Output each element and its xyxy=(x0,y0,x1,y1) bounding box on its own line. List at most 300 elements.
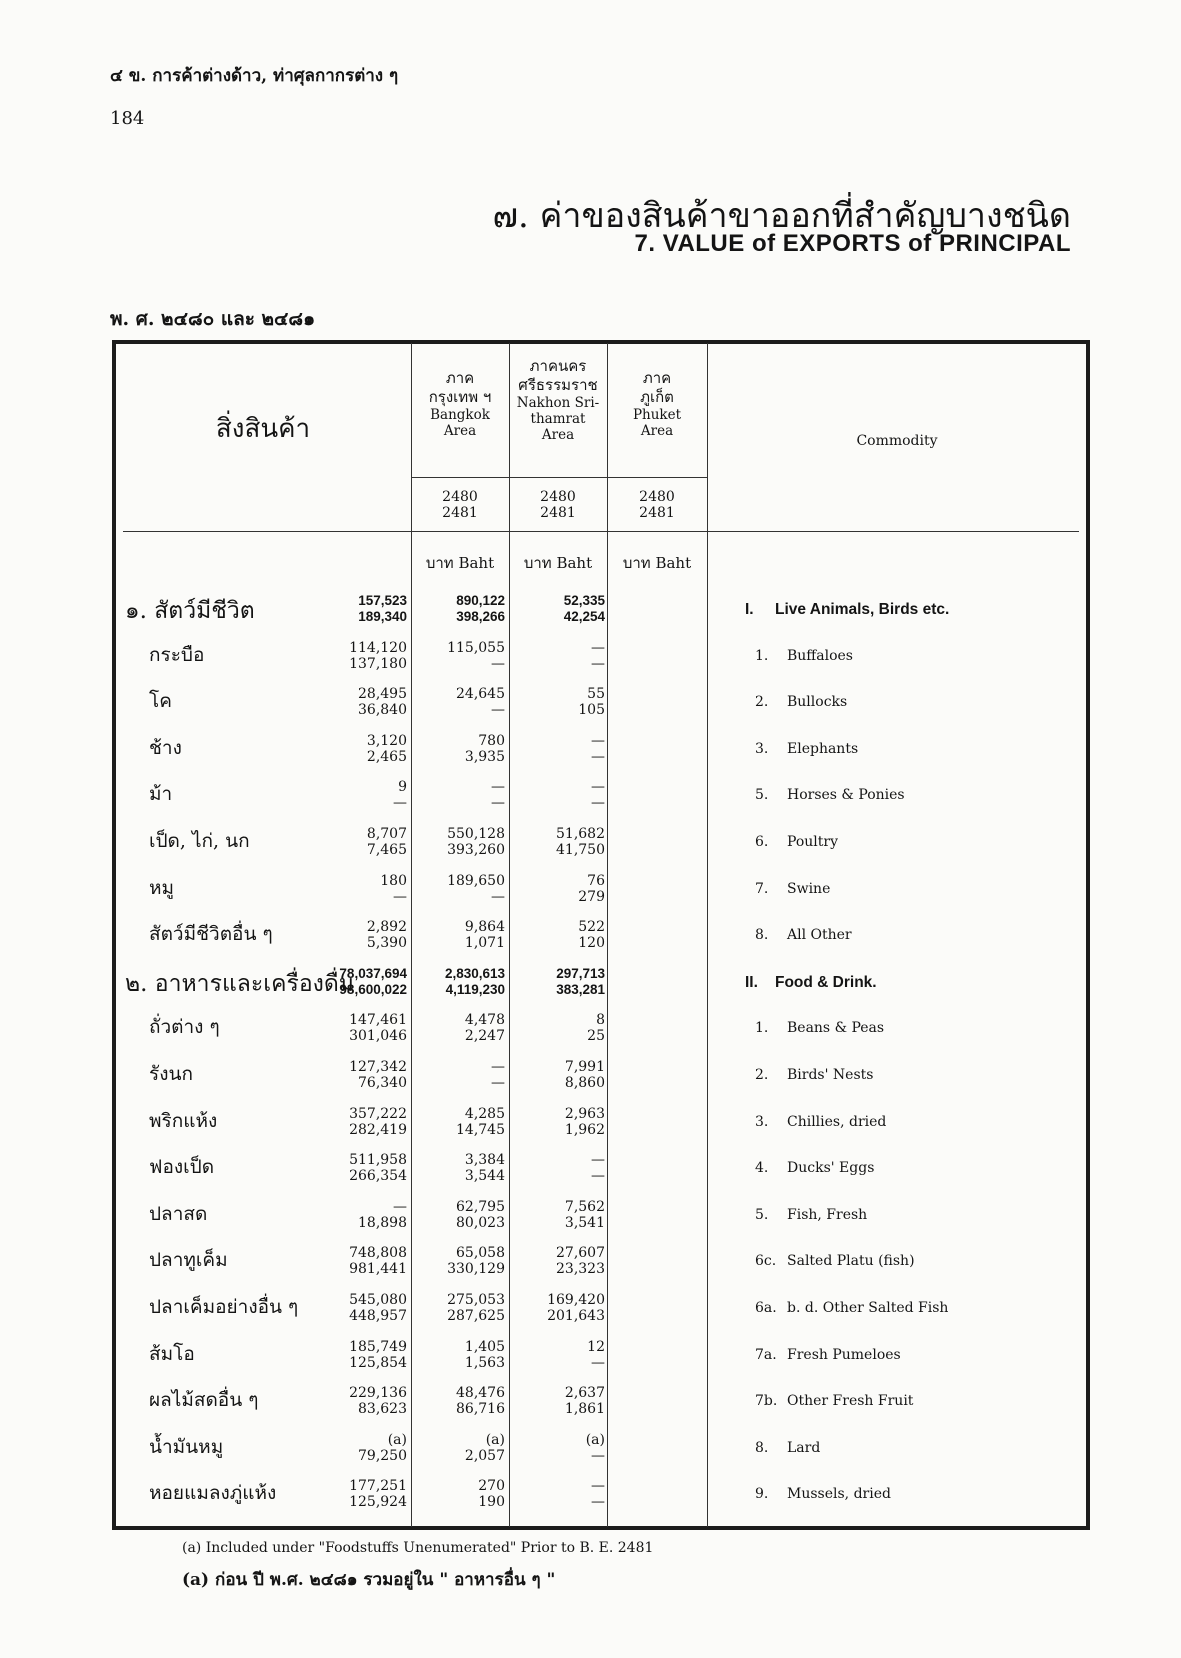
value-2480: 270 xyxy=(478,1478,505,1495)
commodity-english xyxy=(755,1300,948,1316)
value-nak xyxy=(415,640,505,672)
value-2480: 76 xyxy=(587,872,605,889)
value-nak xyxy=(415,1199,505,1231)
value-2480: 7,991 xyxy=(564,1058,605,1075)
value-phu xyxy=(515,686,605,718)
commodity-english xyxy=(745,601,949,619)
value-2480: — xyxy=(591,1152,605,1169)
page-number: 184 xyxy=(110,108,145,129)
commodity-english-label: Horses & Ponies xyxy=(787,787,905,804)
value-bkk xyxy=(317,1432,407,1464)
title-english: 7. VALUE of EXPORTS of PRINCIPAL xyxy=(634,230,1071,257)
value-2481: — xyxy=(591,1494,605,1511)
table-row xyxy=(115,1288,1093,1335)
commodity-number: 1. xyxy=(755,1020,769,1037)
commodity-english xyxy=(755,834,838,850)
value-2480: 55 xyxy=(587,686,605,703)
value-2481: — xyxy=(491,655,505,672)
commodity-english xyxy=(755,741,858,757)
value-phu xyxy=(515,826,605,858)
value-2481: 76,340 xyxy=(358,1074,407,1091)
value-bkk xyxy=(317,826,407,858)
header-area-english: Nakhon Sri-thamrat Area xyxy=(516,395,600,443)
table-row xyxy=(115,1055,1093,1102)
commodity-english xyxy=(755,1160,874,1176)
value-2480: 275,053 xyxy=(447,1291,505,1308)
value-nak xyxy=(415,919,505,951)
table-row xyxy=(115,869,1093,916)
commodity-thai: หมู xyxy=(149,876,175,899)
title-thai: ๗. ค่าของสินค้าขาออกที่สำคัญบางชนิด xyxy=(492,196,1071,236)
commodity-english xyxy=(755,927,852,943)
commodity-english xyxy=(755,787,905,803)
value-nak xyxy=(415,1339,505,1371)
value-2481: 393,260 xyxy=(447,841,505,858)
value-phu xyxy=(515,1245,605,1277)
value-2480: 4,285 xyxy=(464,1105,505,1122)
commodity-english xyxy=(755,1067,873,1083)
value-bkk xyxy=(317,1152,407,1184)
value-phu xyxy=(515,779,605,811)
commodity-number: 2. xyxy=(755,1066,769,1083)
commodity-english-label: Food & Drink. xyxy=(775,973,877,991)
commodity-english-label: Mussels, dried xyxy=(787,1486,891,1503)
commodity-thai: ช้าง xyxy=(149,736,182,759)
value-2480: 2,637 xyxy=(564,1385,605,1402)
value-bkk xyxy=(317,1385,407,1417)
category-row xyxy=(115,962,1093,1009)
value-bkk xyxy=(317,873,407,905)
commodity-number: II. xyxy=(745,973,758,991)
table-row xyxy=(115,1241,1093,1288)
value-2480: 27,607 xyxy=(556,1245,605,1262)
value-2480: 229,136 xyxy=(349,1385,407,1402)
value-2481: 1,071 xyxy=(464,935,505,952)
value-bkk xyxy=(317,1292,407,1324)
value-2481: 1,962 xyxy=(564,1121,605,1138)
value-2480: 8 xyxy=(596,1012,605,1029)
value-2481: 86,716 xyxy=(456,1401,505,1418)
value-2480: 185,749 xyxy=(349,1338,407,1355)
commodity-thai: พริกแห้ง xyxy=(149,1109,218,1132)
commodity-number: 9. xyxy=(755,1486,769,1503)
commodity-english-label: Poultry xyxy=(787,833,839,850)
commodity-english-label: Chillies, dried xyxy=(787,1113,887,1130)
commodity-number: 5. xyxy=(755,1206,769,1223)
commodity-thai: ส้มโอ xyxy=(149,1342,195,1365)
value-2480: 4,478 xyxy=(464,1012,505,1029)
commodity-thai: ๒. อาหารและเครื่องดื่ม xyxy=(125,970,354,997)
value-2480: (a) xyxy=(585,1431,605,1448)
commodity-number: 6c. xyxy=(755,1253,777,1270)
value-2481: 3,541 xyxy=(564,1214,605,1231)
commodity-number: 3. xyxy=(755,1113,769,1130)
header-area-thai2: ศรีธรรมราช xyxy=(518,376,598,394)
value-bkk xyxy=(317,1199,407,1231)
value-nak xyxy=(415,1432,505,1464)
table-row xyxy=(115,822,1093,869)
commodity-english-label: Fish, Fresh xyxy=(787,1206,868,1223)
year-2480: 2480 xyxy=(442,489,478,505)
header-years xyxy=(607,489,707,521)
value-nak xyxy=(415,966,505,998)
value-bkk xyxy=(317,686,407,718)
commodity-english-label: Other Fresh Fruit xyxy=(787,1393,914,1410)
value-2480: 157,523 xyxy=(358,593,407,608)
commodity-english xyxy=(755,1253,915,1269)
commodity-thai: หอยแมลงภู่แห้ง xyxy=(149,1482,277,1505)
value-2480: 52,335 xyxy=(563,593,605,608)
header-area-english: Phuket Area xyxy=(632,407,682,439)
commodity-thai: กระบือ xyxy=(149,643,205,666)
header-phuket-area xyxy=(607,369,707,439)
header-area-thai1: ภาค xyxy=(445,369,475,387)
value-2480: — xyxy=(591,639,605,656)
table-row xyxy=(115,682,1093,729)
value-2480: 115,055 xyxy=(447,639,505,656)
table-row xyxy=(115,1008,1093,1055)
value-2481: 120 xyxy=(578,935,605,952)
commodity-number: 4. xyxy=(755,1160,769,1177)
value-2481: — xyxy=(491,702,505,719)
value-2481: 287,625 xyxy=(447,1307,505,1324)
value-2480: — xyxy=(591,732,605,749)
year-2481: 2481 xyxy=(540,505,576,521)
commodity-english-label: Birds' Nests xyxy=(787,1066,874,1083)
value-nak xyxy=(415,1059,505,1091)
value-bkk xyxy=(317,966,407,998)
value-2481: 7,465 xyxy=(366,841,407,858)
commodity-english xyxy=(755,1440,820,1456)
value-2480: 65,058 xyxy=(456,1245,505,1262)
value-2480: 180 xyxy=(380,872,407,889)
value-2481: — xyxy=(491,795,505,812)
header-area-thai2: กรุงเทพ ฯ xyxy=(428,388,492,406)
value-2480: 28,495 xyxy=(358,686,407,703)
value-2481: 301,046 xyxy=(349,1028,407,1045)
header-bottom-rule xyxy=(123,531,1079,532)
value-2481: 4,119,230 xyxy=(445,981,505,997)
commodity-number: 2. xyxy=(755,694,769,711)
value-phu xyxy=(515,1432,605,1464)
value-2480: 297,713 xyxy=(556,965,605,981)
value-2481: — xyxy=(591,655,605,672)
value-2481: 448,957 xyxy=(349,1307,407,1324)
value-phu xyxy=(515,1059,605,1091)
commodity-number: I. xyxy=(745,601,754,618)
value-2480: 24,645 xyxy=(456,686,505,703)
commodity-english-label: Ducks' Eggs xyxy=(787,1160,875,1177)
header-area-thai1: ภาค xyxy=(642,369,672,387)
value-2480: 545,080 xyxy=(349,1291,407,1308)
commodity-english-label: Buffaloes xyxy=(787,647,853,664)
value-2480: — xyxy=(591,779,605,796)
header-years xyxy=(509,489,607,521)
value-2481: 2,057 xyxy=(464,1447,505,1464)
commodity-english-label: Fresh Pumeloes xyxy=(787,1346,901,1363)
value-2480: 748,808 xyxy=(349,1245,407,1262)
exports-table xyxy=(112,340,1090,1530)
header-years xyxy=(411,489,509,521)
value-2481: — xyxy=(491,888,505,905)
value-bkk xyxy=(317,593,407,625)
value-2481: 330,129 xyxy=(447,1261,505,1278)
value-2481: 2,465 xyxy=(366,748,407,765)
commodity-thai: น้ำมันหมู xyxy=(149,1435,224,1458)
value-2481: 105 xyxy=(578,702,605,719)
value-2481: 83,623 xyxy=(358,1401,407,1418)
value-2481: 98,600,022 xyxy=(339,981,407,997)
table-row xyxy=(115,729,1093,776)
value-2480: 7,562 xyxy=(564,1198,605,1215)
value-2480: — xyxy=(393,1198,407,1215)
value-2481: 80,023 xyxy=(456,1214,505,1231)
value-2481: 18,898 xyxy=(358,1214,407,1231)
table-row xyxy=(115,1102,1093,1149)
value-2481: 981,441 xyxy=(349,1261,407,1278)
value-bkk xyxy=(317,779,407,811)
footnote-thai: (a) ก่อน ปี พ.ศ. ๒๔๘๑ รวมอยู่ใน " อาหารอื่น ๆ " xyxy=(182,1570,556,1590)
value-2480: 189,650 xyxy=(447,872,505,889)
value-nak xyxy=(415,1478,505,1510)
value-bkk xyxy=(317,1339,407,1371)
commodity-number: 1. xyxy=(755,647,769,664)
value-2480: 147,461 xyxy=(349,1012,407,1029)
value-2480: 357,222 xyxy=(349,1105,407,1122)
commodity-english xyxy=(755,648,853,664)
commodity-thai: ถั่วต่าง ๆ xyxy=(149,1016,220,1039)
value-2481: 3,935 xyxy=(464,748,505,765)
value-nak xyxy=(415,1012,505,1044)
value-2481: 14,745 xyxy=(456,1121,505,1138)
value-2480: 8,707 xyxy=(366,825,407,842)
value-2481: — xyxy=(491,1074,505,1091)
header-commodity-english: Commodity xyxy=(856,433,938,449)
value-2481: 2,247 xyxy=(464,1028,505,1045)
value-2481: 125,854 xyxy=(349,1354,407,1371)
value-2481: 266,354 xyxy=(349,1168,407,1185)
value-2481: 41,750 xyxy=(556,841,605,858)
commodity-english xyxy=(755,694,847,710)
value-nak xyxy=(415,1385,505,1417)
value-bkk xyxy=(317,1012,407,1044)
commodity-thai: ๑. สัตว์มีชีวิต xyxy=(125,598,255,624)
running-header: ๔ ข. การค้าต่างด้าว, ท่าศุลกากรต่าง ๆ xyxy=(110,66,399,86)
value-2481: 398,266 xyxy=(456,609,505,624)
value-phu xyxy=(515,1106,605,1138)
value-phu xyxy=(515,1339,605,1371)
value-2481: 79,250 xyxy=(358,1447,407,1464)
value-2480: 780 xyxy=(478,732,505,749)
value-2480: (a) xyxy=(485,1431,505,1448)
year-2480: 2480 xyxy=(540,489,576,505)
commodity-thai: ผลไม้สดอื่น ๆ xyxy=(149,1389,259,1412)
table-row xyxy=(115,1428,1093,1475)
value-2481: 42,254 xyxy=(563,609,605,624)
value-phu xyxy=(515,1385,605,1417)
year-range: พ. ศ. ๒๔๘๐ และ ๒๔๘๑ xyxy=(110,308,316,330)
value-phu xyxy=(515,1152,605,1184)
value-2481: 1,563 xyxy=(464,1354,505,1371)
value-2481: 190 xyxy=(478,1494,505,1511)
commodity-thai: ปลาสด xyxy=(149,1202,208,1225)
commodity-number: 8. xyxy=(755,927,769,944)
value-2481: 282,419 xyxy=(349,1121,407,1138)
value-2481: — xyxy=(591,1168,605,1185)
commodity-number: 5. xyxy=(755,787,769,804)
commodity-english-label: Lard xyxy=(787,1439,821,1456)
value-2480: (a) xyxy=(387,1431,407,1448)
value-2480: 3,384 xyxy=(464,1152,505,1169)
value-2480: 2,830,613 xyxy=(444,965,505,981)
value-phu xyxy=(515,1199,605,1231)
value-2480: 890,122 xyxy=(456,593,505,608)
value-bkk xyxy=(317,1245,407,1277)
value-phu xyxy=(515,1478,605,1510)
value-2480: — xyxy=(591,1478,605,1495)
value-2480: 51,682 xyxy=(556,825,605,842)
value-2481: — xyxy=(591,1447,605,1464)
value-2480: 78,037,694 xyxy=(339,965,407,981)
value-2480: 48,476 xyxy=(456,1385,505,1402)
value-bkk xyxy=(317,1478,407,1510)
commodity-english xyxy=(755,1114,886,1130)
value-2480: 177,251 xyxy=(349,1478,407,1495)
table-body xyxy=(115,589,1093,1521)
value-2480: 2,963 xyxy=(564,1105,605,1122)
value-phu xyxy=(515,873,605,905)
commodity-thai: ม้า xyxy=(149,783,173,806)
value-2481: 201,643 xyxy=(547,1307,605,1324)
category-row xyxy=(115,589,1093,636)
value-2481: 125,924 xyxy=(349,1494,407,1511)
value-nak xyxy=(415,686,505,718)
header-area-english: Bangkok Area xyxy=(430,407,490,439)
value-2480: — xyxy=(491,779,505,796)
value-phu xyxy=(515,593,605,625)
value-bkk xyxy=(317,919,407,951)
value-2481: 3,544 xyxy=(464,1168,505,1185)
unit-label: บาท Baht xyxy=(425,554,495,572)
commodity-english-label: All Other xyxy=(787,927,852,944)
commodity-english-label: b. d. Other Salted Fish xyxy=(787,1299,949,1316)
value-2480: — xyxy=(491,1058,505,1075)
value-phu xyxy=(515,1012,605,1044)
commodity-number: 6a. xyxy=(755,1299,777,1316)
value-nak xyxy=(415,873,505,905)
footnote-english: (a) Included under "Foodstuffs Unenumerated" Prior to B. E. 2481 xyxy=(182,1540,654,1556)
value-2480: 2,892 xyxy=(366,919,407,936)
value-nak xyxy=(415,733,505,765)
value-bkk xyxy=(317,1059,407,1091)
value-2480: 9 xyxy=(398,779,407,796)
commodity-number: 8. xyxy=(755,1439,769,1456)
value-phu xyxy=(515,733,605,765)
value-nak xyxy=(415,1292,505,1324)
commodity-english xyxy=(745,974,877,992)
value-phu xyxy=(515,640,605,672)
value-2481: — xyxy=(591,1354,605,1371)
unit-label: บาท Baht xyxy=(622,554,692,572)
commodity-number: 7b. xyxy=(755,1393,778,1410)
commodity-english xyxy=(755,1347,901,1363)
commodity-english-label: Swine xyxy=(787,880,831,897)
commodity-english-label: Salted Platu (fish) xyxy=(787,1253,915,1270)
commodity-english-label: Beans & Peas xyxy=(787,1020,885,1037)
table-row xyxy=(115,1381,1093,1428)
table-row xyxy=(115,915,1093,962)
value-phu xyxy=(515,919,605,951)
commodity-english-label: Elephants xyxy=(787,740,859,757)
table-row xyxy=(115,1474,1093,1521)
table-row xyxy=(115,636,1093,683)
header-bangkok-area xyxy=(411,369,509,439)
commodity-english xyxy=(755,1486,891,1502)
value-2480: 550,128 xyxy=(447,825,505,842)
value-2481: 25 xyxy=(587,1028,605,1045)
value-phu xyxy=(515,1292,605,1324)
value-nak xyxy=(415,593,505,625)
value-2480: 114,120 xyxy=(349,639,407,656)
value-bkk xyxy=(317,640,407,672)
value-2481: — xyxy=(393,795,407,812)
commodity-english-label: Bullocks xyxy=(787,694,848,711)
value-2481: 383,281 xyxy=(556,981,605,997)
commodity-thai: ปลาเค็มอย่างอื่น ๆ xyxy=(149,1295,299,1318)
header-divider xyxy=(411,477,707,478)
value-bkk xyxy=(317,733,407,765)
value-nak xyxy=(415,1152,505,1184)
header-commodity-thai: สิ่งสินค้า xyxy=(215,414,311,444)
value-phu xyxy=(515,966,605,998)
value-nak xyxy=(415,779,505,811)
commodity-number: 6. xyxy=(755,833,769,850)
header-area-thai2: ภูเก็ต xyxy=(640,388,674,406)
value-2480: 3,120 xyxy=(366,732,407,749)
value-2480: 511,958 xyxy=(349,1152,407,1169)
table-row xyxy=(115,1335,1093,1382)
value-2480: 169,420 xyxy=(547,1291,605,1308)
value-2480: 62,795 xyxy=(456,1198,505,1215)
value-2481: 189,340 xyxy=(358,609,407,624)
value-2481: 23,323 xyxy=(556,1261,605,1278)
value-2480: 1,405 xyxy=(464,1338,505,1355)
header-area-thai1: ภาคนคร xyxy=(529,357,587,375)
commodity-thai: ปลาทูเค็ม xyxy=(149,1249,228,1272)
commodity-number: 3. xyxy=(755,740,769,757)
commodity-english xyxy=(755,1207,867,1223)
value-nak xyxy=(415,1106,505,1138)
value-2481: 5,390 xyxy=(366,935,407,952)
value-2481: — xyxy=(393,888,407,905)
commodity-thai: รังนก xyxy=(149,1062,193,1085)
value-2481: — xyxy=(591,748,605,765)
value-2481: 8,860 xyxy=(564,1074,605,1091)
value-2481: 137,180 xyxy=(349,655,407,672)
year-2480: 2480 xyxy=(639,489,675,505)
commodity-english xyxy=(755,1393,913,1409)
value-2481: 279 xyxy=(578,888,605,905)
value-2481: 1,861 xyxy=(564,1401,605,1418)
value-nak xyxy=(415,826,505,858)
value-bkk xyxy=(317,1106,407,1138)
commodity-thai: โค xyxy=(149,690,172,713)
value-2481: — xyxy=(591,795,605,812)
year-2481: 2481 xyxy=(639,505,675,521)
year-2481: 2481 xyxy=(442,505,478,521)
commodity-thai: เป็ด, ไก่, นก xyxy=(149,829,250,852)
header-nakhon-area xyxy=(509,357,607,443)
